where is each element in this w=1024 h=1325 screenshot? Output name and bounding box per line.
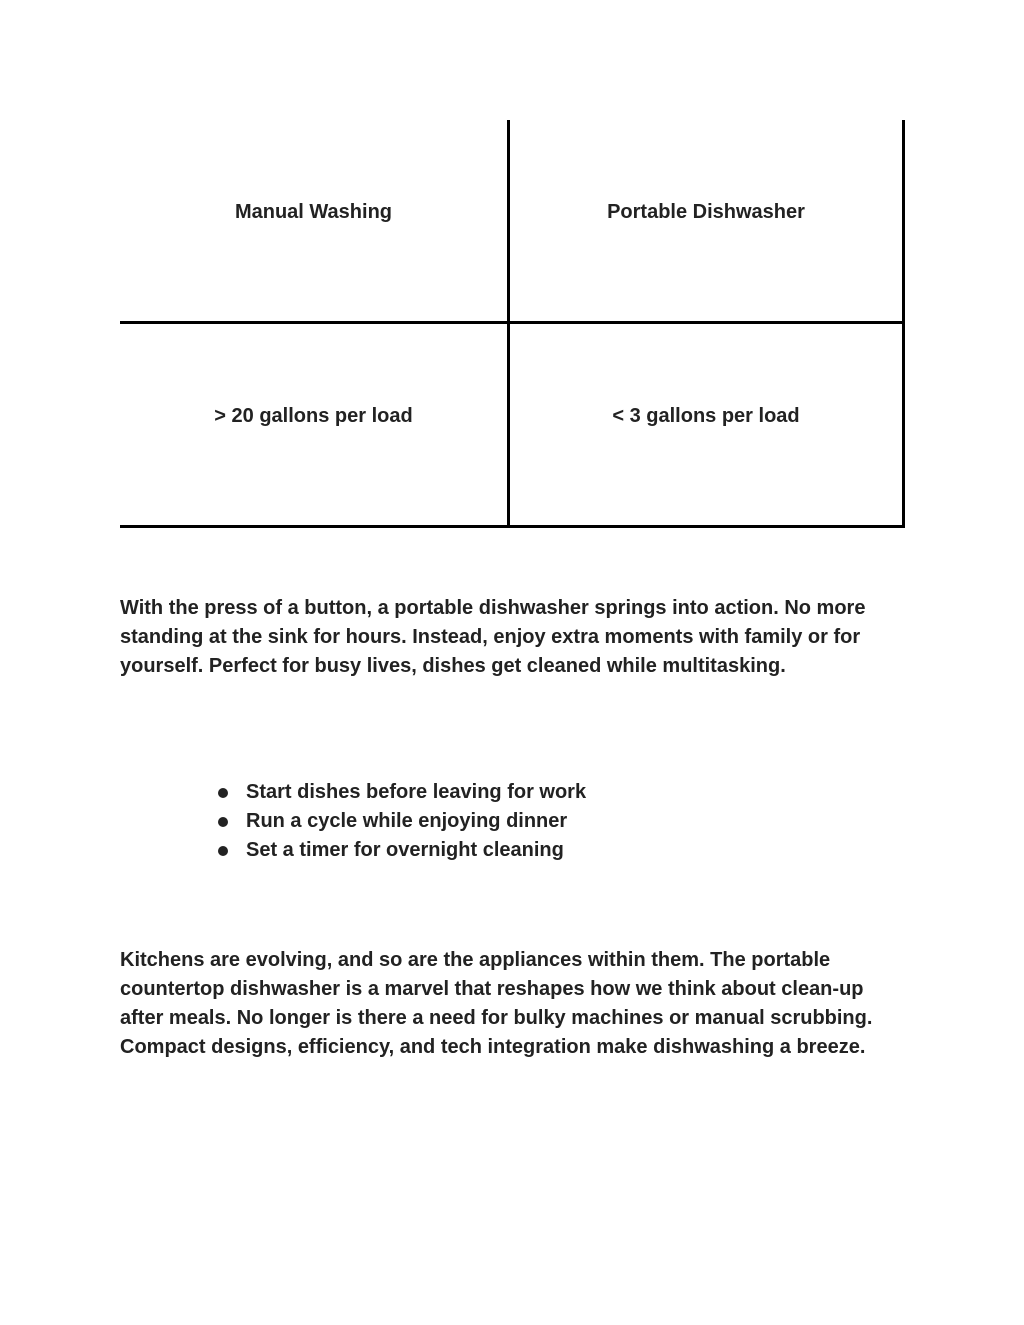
list-item-text: Run a cycle while enjoying dinner <box>246 810 568 832</box>
list-item <box>216 807 586 836</box>
table-border-right <box>902 120 905 528</box>
list-item <box>216 778 586 807</box>
usage-bullet-list <box>216 778 586 865</box>
closing-paragraph: Kitchens are evolving, and so are the appliances within them. The portable countertop dishwasher is a marvel that reshapes how we think about clean-up after meals. No longer is there a need for bulky machines or manual scrubbing. Compact designs, efficiency, and tech integration make dishwashing a breeze. <box>120 949 873 1058</box>
table-cell-manual-water-usage: > 20 gallons per load <box>214 404 413 427</box>
table-header-manual-washing: Manual Washing <box>234 200 393 223</box>
list-item-text: Set a timer for overnight cleaning <box>246 839 564 861</box>
table-border-bottom <box>120 525 905 528</box>
table-cell-portable-water-usage: < 3 gallons per load <box>612 404 800 427</box>
list-item-text: Start dishes before leaving for work <box>246 781 587 803</box>
bullet-icon <box>218 846 228 856</box>
bullet-icon <box>218 788 228 798</box>
bullet-icon <box>218 817 228 827</box>
table-header-portable-dishwasher: Portable Dishwasher <box>607 200 805 223</box>
list-item <box>216 836 586 865</box>
comparison-table <box>120 120 905 528</box>
intro-paragraph: With the press of a button, a portable dishwasher springs into action. No more standing at the sink for hours. Instead, enjoy extra moments with family or for yourself. Perfect for busy lives, dishes get cleaned while multitasking. <box>120 597 866 677</box>
